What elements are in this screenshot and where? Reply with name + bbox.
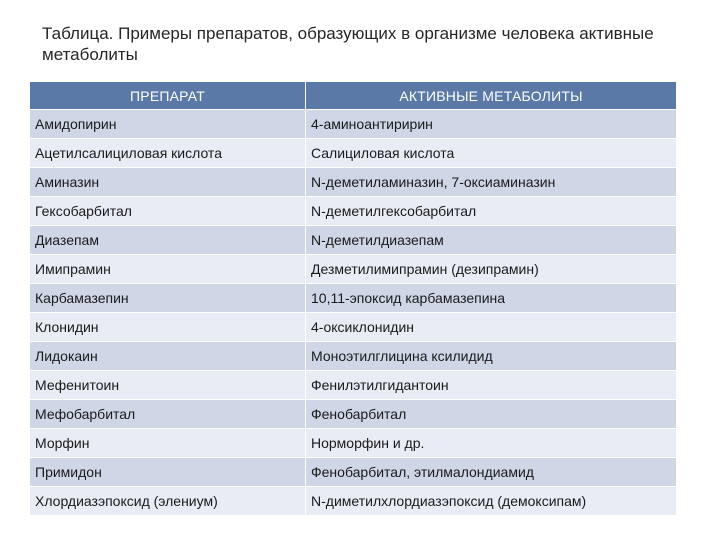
column-header-drug: ПРЕПАРАТ: [30, 82, 306, 110]
metabolite-cell: Фенобарбитал, этилмалондиамид: [306, 458, 676, 487]
drug-cell: Примидон: [30, 458, 306, 487]
page-title: Таблица. Примеры препаратов, образующих в организме человека активные метаболиты: [42, 24, 654, 64]
metabolite-cell: N-деметилгексобарбитал: [306, 197, 676, 226]
drug-cell: Хлордиазэпоксид (элениум): [30, 487, 306, 516]
table-header-row: [30, 82, 676, 110]
drug-cell: Морфин: [30, 429, 306, 458]
metabolite-cell: Фенобарбитал: [306, 400, 676, 429]
table-row: [30, 139, 676, 168]
metabolite-cell: 4-аминоантиририн: [306, 110, 676, 139]
drug-cell: Имипрамин: [30, 255, 306, 284]
metabolite-cell: Дезметилимипрамин (дезипрамин): [306, 255, 676, 284]
drug-metabolite-table: [30, 82, 676, 516]
drug-cell: Клонидин: [30, 313, 306, 342]
drug-cell: Лидокаин: [30, 342, 306, 371]
metabolite-cell: N-деметиламиназин, 7-оксиаминазин: [306, 168, 676, 197]
metabolite-cell: N-диметилхлордиазэпоксид (демоксипам): [306, 487, 676, 516]
table-row: [30, 313, 676, 342]
table-row: [30, 168, 676, 197]
drug-cell: Амидопирин: [30, 110, 306, 139]
metabolite-cell: N-деметилдиазепам: [306, 226, 676, 255]
table-row: [30, 429, 676, 458]
drug-cell: Мефобарбитал: [30, 400, 306, 429]
table-row: [30, 226, 676, 255]
table-body: [30, 110, 676, 516]
table-row: [30, 110, 676, 139]
table-row: [30, 284, 676, 313]
table-row: [30, 400, 676, 429]
table-row: [30, 197, 676, 226]
metabolite-cell: 10,11-эпоксид карбамазепина: [306, 284, 676, 313]
drug-cell: Ацетилсалициловая кислота: [30, 139, 306, 168]
column-header-active-metabolites: АКТИВНЫЕ МЕТАБОЛИТЫ: [306, 82, 676, 110]
drug-cell: Аминазин: [30, 168, 306, 197]
table-row: [30, 487, 676, 516]
metabolite-cell: Моноэтилглицина ксилидид: [306, 342, 676, 371]
table-row: [30, 458, 676, 487]
metabolite-cell: 4-оксиклонидин: [306, 313, 676, 342]
metabolite-cell: Салициловая кислота: [306, 139, 676, 168]
drug-cell: Гексобарбитал: [30, 197, 306, 226]
table-row: [30, 255, 676, 284]
table-row: [30, 342, 676, 371]
table-row: [30, 371, 676, 400]
drug-cell: Карбамазепин: [30, 284, 306, 313]
drug-cell: Диазепам: [30, 226, 306, 255]
drug-cell: Мефенитоин: [30, 371, 306, 400]
metabolite-cell: Норморфин и др.: [306, 429, 676, 458]
metabolite-cell: Фенилэтилгидантоин: [306, 371, 676, 400]
